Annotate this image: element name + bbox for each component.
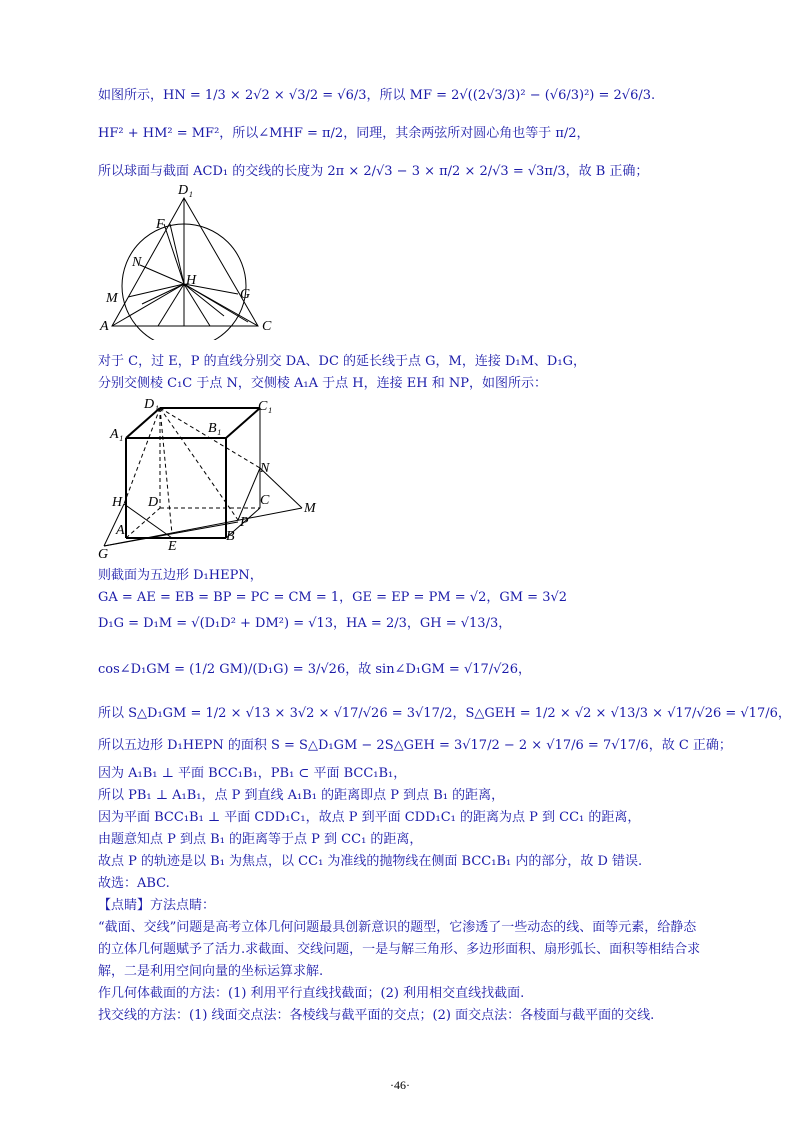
fig1-label-f: F (156, 217, 165, 232)
text-line-20: 的立体几何题赋予了活力.求截面、交线问题，一是与解三角形、多边形面积、扇形弧长、面积等相结合求 (98, 942, 701, 957)
figure-cube-section (96, 396, 336, 564)
fig2-label-a1: A₁ (110, 427, 124, 442)
fig2-label-c: C (260, 493, 270, 508)
fig2-label-h: H (112, 495, 123, 510)
fig2-label-g: G (98, 547, 109, 562)
text-line-10: 所以 S△D₁GM = 1/2 × √13 × 3√2 × √17/√26 = 3√17/2，S△GEH = 1/2 × √2 × √13/3 × √17/√26 = √17/6， (98, 706, 791, 721)
fig1-label-n: N (132, 255, 142, 270)
text-line-13: 所以 PB₁ ⊥ A₁B₁，点 P 到直线 A₁B₁ 的距离即点 P 到点 B₁ 的距离， (98, 788, 505, 803)
fig2-label-e: E (168, 539, 177, 554)
fig1-label-a: A (100, 319, 109, 334)
text-line-12: 因为 A₁B₁ ⊥ 平面 BCC₁B₁，PB₁ ⊂ 平面 BCC₁B₁， (98, 766, 407, 781)
text-line-14: 因为平面 BCC₁B₁ ⊥ 平面 CDD₁C₁，故点 P 到平面 CDD₁C₁ 的距离为点 P 到 CC₁ 的距离， (98, 810, 641, 825)
text-line-21: 解，二是利用空间向量的坐标运算求解. (98, 964, 324, 979)
text-line-7: GA = AE = EB = BP = PC = CM = 1，GE = EP = PM = √2，GM = 3√2 (98, 590, 568, 605)
text-line-17: 故选：ABC. (98, 876, 170, 891)
fig2-label-d: D (148, 495, 159, 510)
fig2-label-b: B (226, 529, 235, 544)
text-line-3: 所以球面与截面 ACD₁ 的交线的长度为 2π × 2/√3 − 3 × π/2 × 2/√3 = √3π/3，故 B 正确； (98, 164, 649, 179)
fig1-label-g: G (240, 287, 251, 302)
method-heading: 【点睛】方法点睛： (98, 898, 216, 913)
text-line-6: 则截面为五边形 D₁HEPN， (98, 568, 263, 583)
fig2-label-n: N (260, 461, 270, 476)
fig2-label-c1: C₁ (258, 399, 273, 414)
fig2-label-b1: B₁ (208, 421, 222, 436)
text-line-9: cos∠D₁GM = (1/2 GM)/(D₁G) = 3/√26，故 sin∠D₁GM = √17/√26， (98, 662, 531, 677)
fig1-label-c: C (262, 319, 272, 334)
fig2-label-d1: D₁ (144, 397, 159, 412)
fig1-label-d1: D₁ (178, 183, 193, 198)
text-line-11: 所以五边形 D₁HEPN 的面积 S = S△D₁GM − 2S△GEH = 3√17/2 − 2 × √17/6 = 7√17/6，故 C 正确； (98, 738, 732, 753)
page-number: ·46· (390, 1078, 410, 1092)
text-line-2: HF² + HM² = MF²，所以∠MHF = π/2，同理，其余两弦所对圆心角也等于 π/2， (98, 126, 590, 141)
text-line-4: 对于 C，过 E，P 的直线分别交 DA、DC 的延长线于点 G，M，连接 D₁M、D₁G， (98, 354, 586, 369)
text-line-23: 找交线的方法：(1) 线面交点法：各棱线与截平面的交点；(2) 面交点法：各棱面与截平面的交线. (98, 1008, 655, 1023)
text-line-22: 作几何体截面的方法：(1) 利用平行直线找截面；(2) 利用相交直线找截面. (98, 986, 525, 1001)
fig2-label-p: P (240, 515, 249, 530)
text-line-16: 故点 P 的轨迹是以 B₁ 为焦点，以 CC₁ 为准线的抛物线在侧面 BCC₁B₁ 内的部分，故 D 错误. (98, 854, 643, 869)
fig2-label-a: A (116, 523, 125, 538)
text-line-8: D₁G = D₁M = √(D₁D² + DM²) = √13，HA = 2/3，GH = √13/3， (98, 616, 512, 631)
fig2-label-m: M (304, 501, 316, 516)
text-line-1: 如图所示，HN = 1/3 × 2√2 × √3/2 = √6/3，所以 MF = 2√((2√3/3)² − (√6/3)²) = 2√6/3. (98, 88, 656, 103)
text-line-15: 由题意知点 P 到点 B₁ 的距离等于点 P 到 CC₁ 的距离， (98, 832, 423, 847)
text-line-19: “截面、交线”问题是高考立体几何问题最具创新意识的题型，它渗透了一些动态的线、面等元素，给静态 (98, 920, 697, 935)
fig1-label-m: M (106, 291, 118, 306)
fig1-label-h: H (186, 273, 197, 288)
figure-triangle-circle (98, 180, 298, 340)
text-line-5: 分别交侧棱 C₁C 于点 N，交侧棱 A₁A 于点 H，连接 EH 和 NP，如图所示： (98, 376, 547, 391)
